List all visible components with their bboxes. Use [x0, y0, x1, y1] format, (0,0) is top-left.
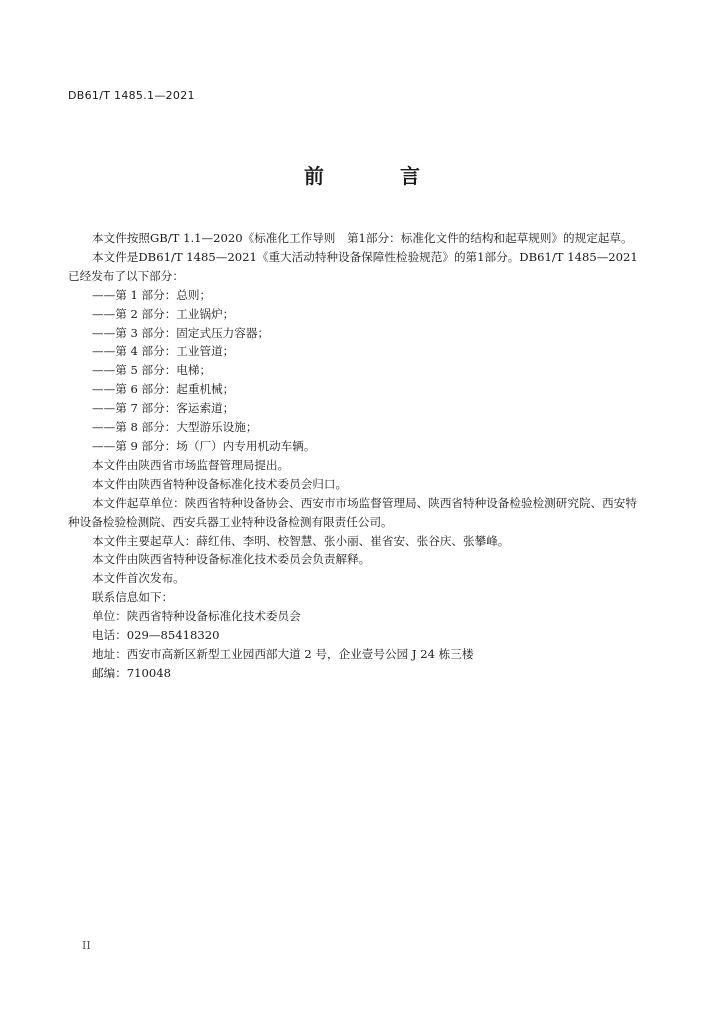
list-item: ——第 5 部分：电梯；	[92, 363, 212, 378]
page-title: 前 言	[304, 164, 448, 188]
contact-address: 地址：西安市高新区新型工业园西部大道 2 号，企业壹号公园 J 24 栋三楼	[92, 646, 474, 661]
document-code: DB61/T 1485.1—2021	[68, 89, 195, 102]
list-item: ——第 4 部分：工业管道；	[92, 344, 235, 359]
contact-postcode: 邮编：710048	[92, 665, 172, 680]
list-item: ——第 6 部分：起重机械；	[92, 382, 235, 397]
paragraph-drafting-units: 本文件起草单位：陕西省特种设备协会、西安市市场监督管理局、陕西省特种设备检验检测研究院、西安特种设备检验检测院、西安兵器工业特种设备检测有限责任公司。	[68, 495, 637, 529]
list-item: ——第 3 部分：固定式压力容器；	[92, 325, 270, 340]
contact-unit: 单位：陕西省特种设备标准化技术委员会	[92, 609, 301, 624]
list-item: ——第 1 部分：总则；	[92, 287, 212, 302]
document-body	[68, 229, 640, 683]
paragraph-drafters: 本文件主要起草人：薛红伟、李明、校智慧、张小丽、崔省安、张谷庆、张攀峰。	[92, 533, 510, 548]
paragraph-part-info: 本文件是DB61/T 1485—2021《重大活动特种设备保障性检验规范》的第1部分。DB61/T 1485—2021已经发布了以下部分：	[68, 249, 638, 283]
contact-heading: 联系信息如下：	[92, 590, 174, 605]
list-item: ——第 7 部分：客运索道；	[92, 401, 235, 416]
paragraph-administrator: 本文件由陕西省特种设备标准化技术委员会归口。	[92, 476, 348, 491]
paragraph-interpretation: 本文件由陕西省特种设备标准化技术委员会负责解释。	[92, 552, 371, 567]
page-number: II	[82, 939, 91, 952]
list-item: ——第 2 部分：工业锅炉；	[92, 306, 235, 321]
list-item: ——第 8 部分：大型游乐设施；	[92, 420, 258, 435]
paragraph-proposer: 本文件由陕西省市场监督管理局提出。	[92, 457, 290, 472]
contact-phone: 电话：029—85418320	[92, 628, 220, 643]
paragraph-drafting-rule: 本文件按照GB/T 1.1—2020《标准化工作导则 第1部分：标准化文件的结构和起草规则》的规定起草。	[92, 231, 633, 245]
list-item: ——第 9 部分：场（厂）内专用机动车辆。	[92, 438, 316, 453]
paragraph-first-release: 本文件首次发布。	[92, 571, 185, 586]
